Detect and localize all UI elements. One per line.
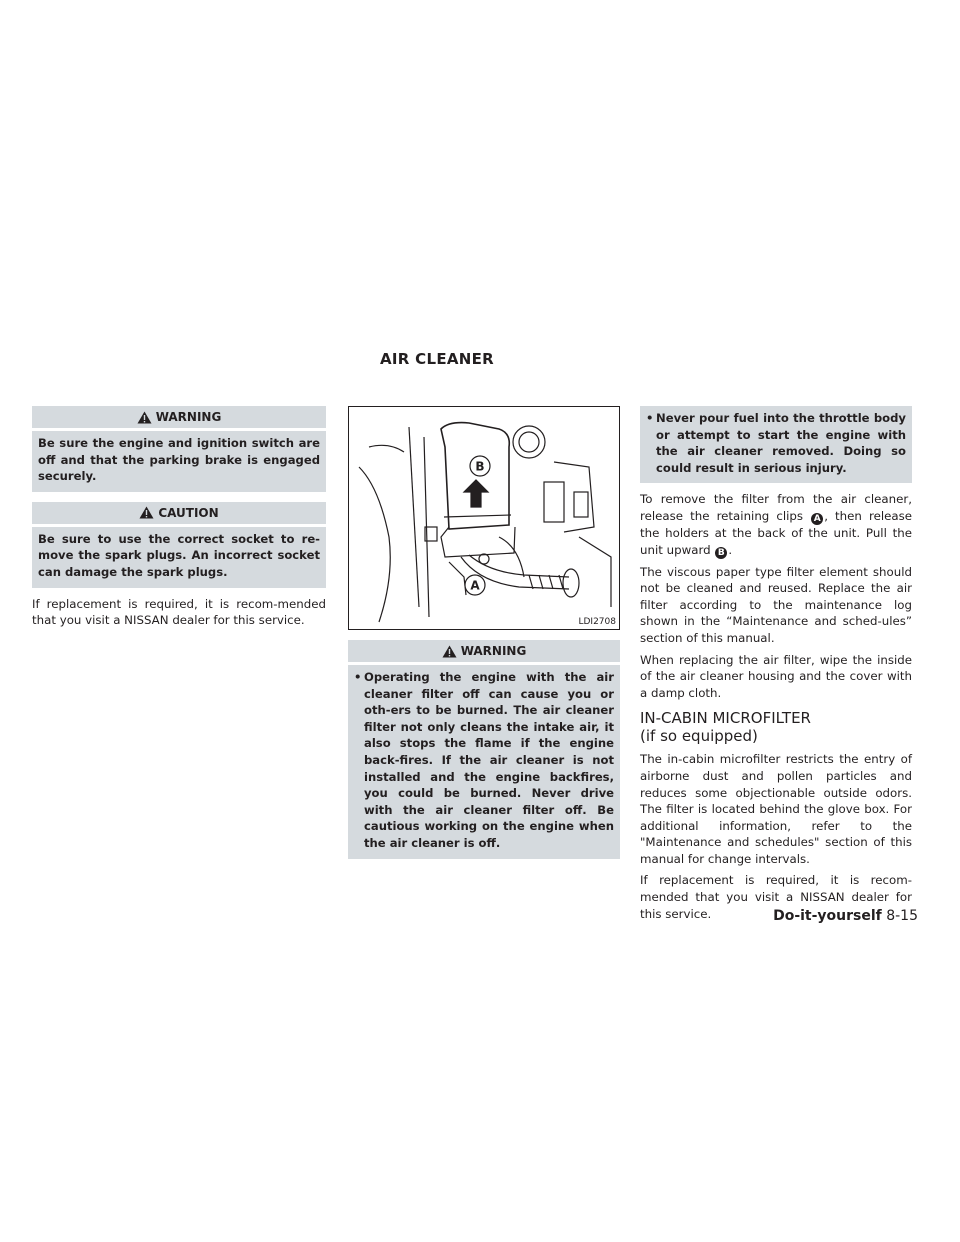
callout-a: A [811, 513, 823, 525]
warning-bullet-text-3: Never pour fuel into the throttle body or attempt to start the engine with the air cleaner removed. Doing so could result in serious injury. [656, 411, 906, 475]
footer-section: Do-it-yourself [773, 908, 882, 924]
warning-label: WARNING [155, 410, 222, 424]
warning-bullet [354, 669, 614, 852]
warning-header-2 [348, 640, 620, 662]
removal-text-3: . [728, 542, 733, 557]
microfilter-service-paragraph: If replacement is required, it is recom-mended that you visit a NISSAN dealer for this service. [640, 873, 912, 921]
warning-header [32, 406, 326, 428]
warning-body-3 [640, 406, 912, 483]
figure-code: LDI2708 [578, 617, 616, 627]
filter-element-paragraph: The viscous paper type filter element should not be cleaned and reused. Replace the air filter according to the maintenance log shown in the “Maintenance and sched-ules” section of this manual. [640, 564, 912, 645]
engine-air-cleaner-figure [348, 406, 620, 630]
removal-text-1: To remove the filter from the air cleaner, release the retaining clips [640, 492, 912, 523]
subheading-line-1: IN-CABIN MICROFILTER [640, 709, 811, 728]
column-middle [348, 406, 620, 859]
page-footer [773, 908, 918, 924]
service-paragraph: If replacement is required, it is recom-mended that you visit a NISSAN dealer for this service. [32, 596, 326, 628]
warning-bullet-3 [646, 410, 906, 476]
warning-bullet-text: Operating the engine with the air cleaner filter off can cause you or oth-ers to be burned. The air cleaner filter not only cleans the intake air, it also stops the flame if the engine back-fires. If the air cleaner is not installed and the engine backfires, you could be burned. Never drive with the air cleaner filter off. Be cautious working on the engine when the air cleaner is off. [364, 670, 614, 850]
callout-b: B [715, 547, 727, 559]
air-cleaner-illustration [349, 407, 619, 629]
caution-header [32, 502, 326, 524]
bullet-marker: • [646, 411, 654, 425]
column-right [640, 406, 912, 927]
footer-page-number: 8-15 [886, 908, 918, 924]
removal-paragraph [640, 491, 912, 558]
caution-text: Be sure to use the correct socket to re-move the spark plugs. An incorrect socket can damage the spark plugs. [32, 527, 326, 588]
warning-label-2: WARNING [460, 644, 527, 658]
subheading-microfilter [640, 709, 912, 745]
figure-label-b: B [475, 459, 485, 474]
removal-text-2: , then release the holders at the back of the unit. Pull the unit upward [640, 508, 912, 557]
housing-paragraph: When replacing the air filter, wipe the inside of the air cleaner housing and the cover with a damp cloth. [640, 652, 912, 700]
warning-triangle-icon [442, 645, 457, 658]
warning-text: Be sure the engine and ignition switch are off and that the parking brake is engaged securely. [32, 431, 326, 492]
subheading-line-2: (if so equipped) [640, 727, 758, 746]
warning-body-2 [348, 665, 620, 859]
warning-triangle-icon [137, 411, 152, 424]
microfilter-paragraph: The in-cabin microfilter restricts the entry of airborne dust and pollen particles and reduces some objectionable outside odors. The filter is located behind the glove box. For additional information, refer to the "Maintenance and schedules" section of this manual for change intervals. [640, 752, 912, 866]
bullet-marker: • [354, 670, 362, 684]
caution-triangle-icon [139, 506, 154, 519]
figure-label-a: A [470, 578, 480, 593]
section-title: AIR CLEANER [380, 350, 495, 368]
column-left [32, 406, 326, 634]
caution-label: CAUTION [158, 505, 219, 520]
